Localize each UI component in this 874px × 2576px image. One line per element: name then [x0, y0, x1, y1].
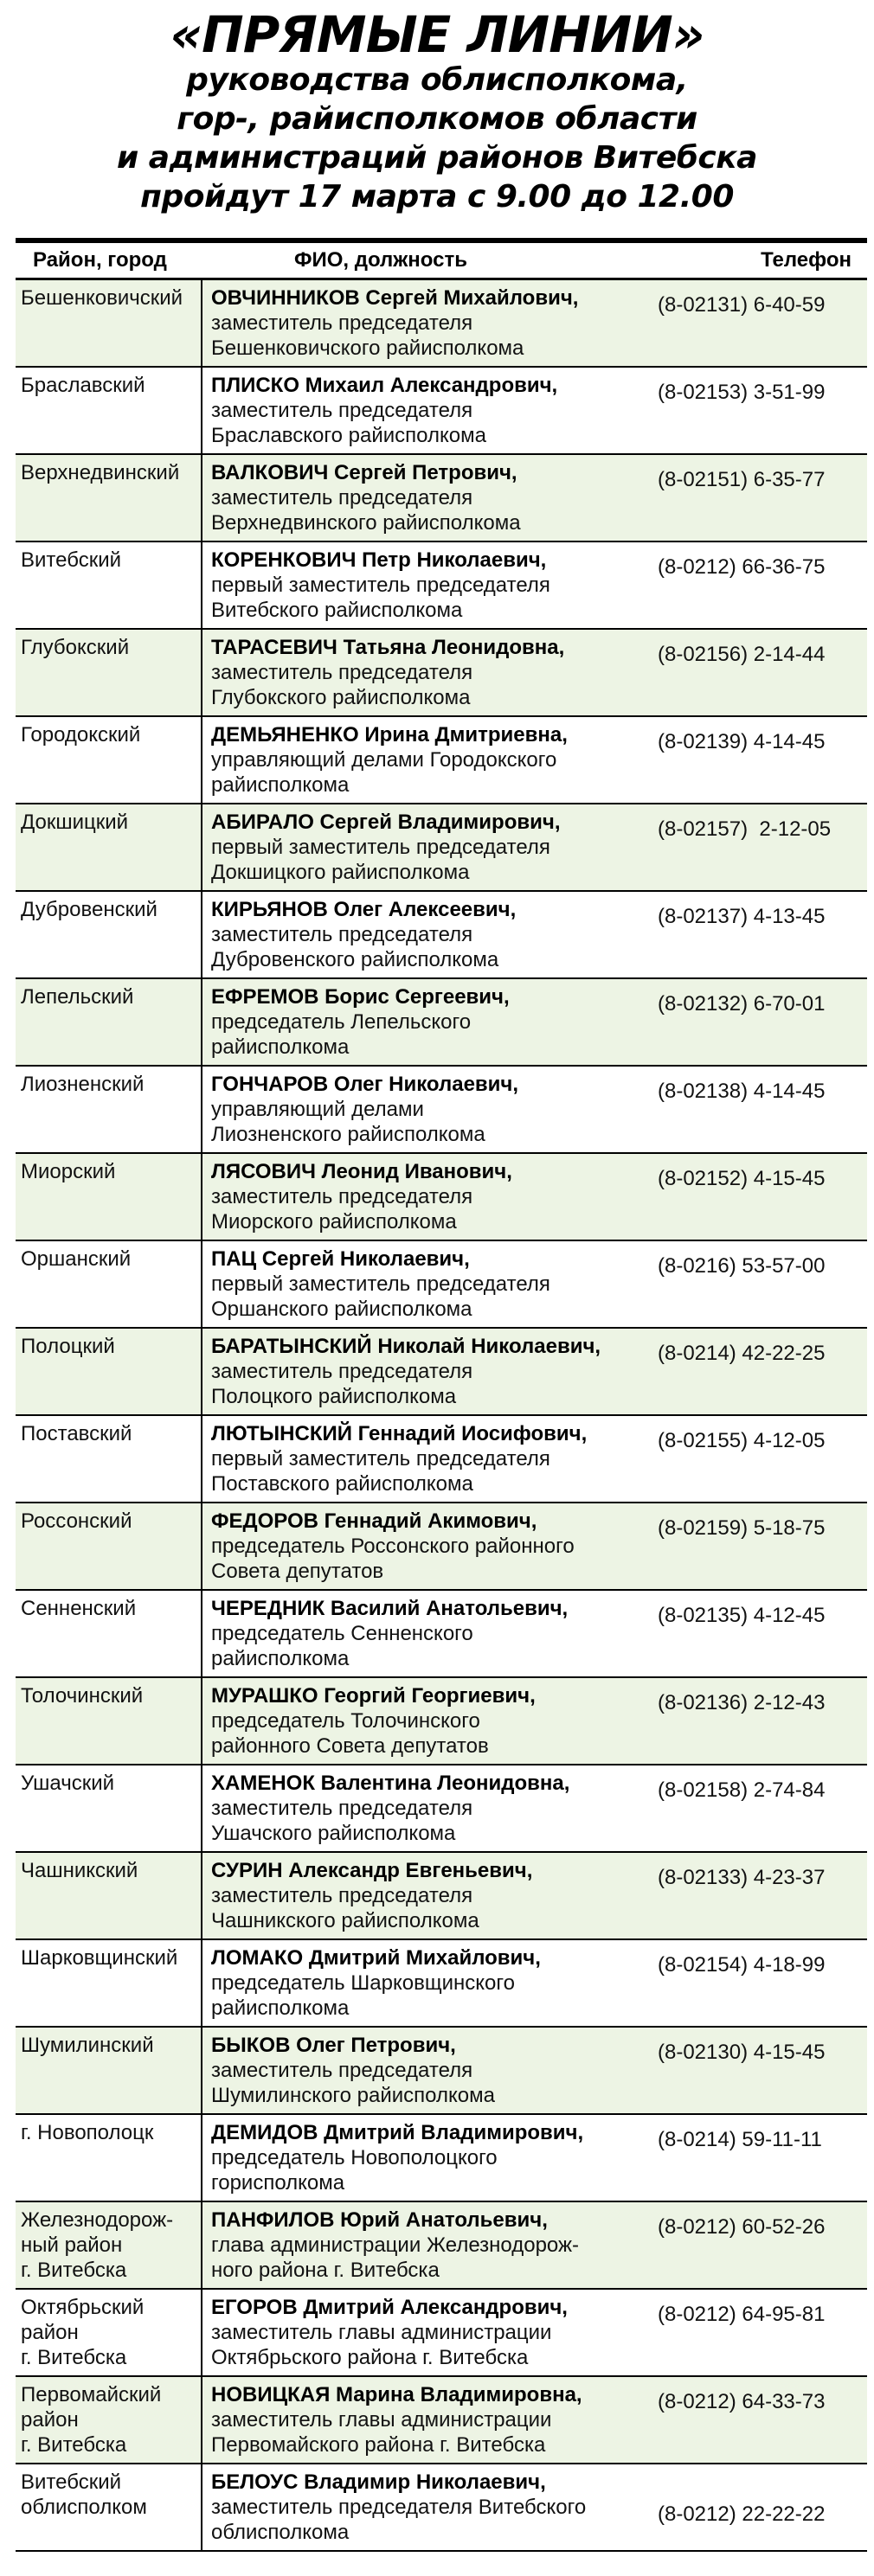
phone-cell: (8-02152) 4-15-45 [658, 1167, 826, 1190]
name-cell [202, 717, 654, 803]
person-position: заместитель председателя Глубокского райисполкома [211, 661, 473, 709]
subtitle-line-2: гор-, райисполкомов области [177, 101, 697, 137]
district-cell: Полоцкий [16, 1329, 202, 1414]
phone-cell: (8-0214) 59-11-11 [658, 2128, 822, 2151]
district-cell: Бешенковичский [16, 280, 202, 366]
person-name: АБИРАЛО Сергей Владимирович, [211, 811, 561, 834]
name-cell [202, 1503, 654, 1589]
person-name: КОРЕНКОВИЧ Петр Николаевич, [211, 548, 547, 572]
table-row [16, 1940, 867, 2028]
phone-cell: (8-02132) 6-70-01 [658, 992, 826, 1016]
district-cell: Витебский [16, 542, 202, 628]
phone-cell: (8-0216) 53-57-00 [658, 1254, 826, 1278]
name-cell [202, 280, 654, 366]
person-name: ПАНФИЛОВ Юрий Анатольевич, [211, 2208, 548, 2232]
person-name: ЕФРЕМОВ Борис Сергеевич, [211, 985, 510, 1009]
district-cell: Россонский [16, 1503, 202, 1589]
person-position: первый заместитель председателя Витебского райисполкома [211, 574, 550, 622]
phone-cell: (8-02137) 4-13-45 [658, 905, 826, 928]
district-cell: Чашникский [16, 1853, 202, 1938]
person-position: заместитель главы администрации Первомайского района г. Витебска [211, 2408, 552, 2457]
name-cell [202, 1154, 654, 1240]
district-cell: Глубокский [16, 630, 202, 715]
phone-cell: (8-0214) 42-22-25 [658, 1342, 826, 1365]
table-row [16, 2377, 867, 2464]
person-name: БЫКОВ Олег Петрович, [211, 2034, 456, 2057]
table-row [16, 1416, 867, 1503]
phone-cell: (8-02136) 2-12-43 [658, 1691, 826, 1714]
phone-cell: (8-0212) 64-33-73 [658, 2390, 826, 2413]
person-name: МУРАШКО Георгий Георгиевич, [211, 1684, 536, 1708]
name-cell [202, 542, 654, 628]
name-cell [202, 2290, 654, 2375]
person-position: заместитель председателя Ушачского райисполкома [211, 1797, 473, 1845]
person-position: управляющий делами Городокского райисполкома [211, 748, 557, 797]
district-cell: Витебский облисполком [16, 2464, 202, 2550]
table-row [16, 542, 867, 630]
column-header-district: Район, город [33, 248, 167, 272]
district-cell: Первомайский район г. Витебска [16, 2377, 202, 2463]
district-cell: Верхнедвинский [16, 455, 202, 541]
table-row [16, 804, 867, 892]
phone-cell: (8-02151) 6-35-77 [658, 468, 826, 491]
district-cell: Железнодорож- ный район г. Витебска [16, 2202, 202, 2288]
person-position: глава администрации Железнодорож- ного района г. Витебска [211, 2233, 580, 2282]
phone-cell: (8-02135) 4-12-45 [658, 1604, 826, 1627]
subtitle-line-3: и администраций районов Витебска [117, 140, 757, 176]
person-name: ФЕДОРОВ Геннадий Акимович, [211, 1509, 537, 1533]
phone-cell: (8-02158) 2-74-84 [658, 1778, 826, 1802]
table-row [16, 280, 867, 368]
table-row [16, 368, 867, 455]
table-row [16, 1067, 867, 1154]
district-cell: Миорский [16, 1154, 202, 1240]
person-name: ЛОМАКО Дмитрий Михайлович, [211, 1946, 541, 1970]
district-cell: Ушачский [16, 1765, 202, 1851]
person-position: заместитель председателя Браславского райисполкома [211, 399, 486, 447]
phone-cell: (8-0212) 66-36-75 [658, 555, 826, 579]
person-position: заместитель председателя Витебского облисполкома [211, 2496, 587, 2544]
table-row [16, 455, 867, 542]
district-cell: г. Новополоцк [16, 2115, 202, 2201]
column-header-phone: Телефон [761, 248, 852, 272]
person-position: управляющий делами Лиозненского райисполкома [211, 1098, 485, 1146]
name-cell [202, 1241, 654, 1327]
table-row [16, 1329, 867, 1416]
table-header-row [16, 238, 867, 280]
person-name: СУРИН Александр Евгеньевич, [211, 1859, 533, 1882]
name-cell [202, 804, 654, 890]
name-cell [202, 1765, 654, 1851]
person-position: заместитель председателя Бешенковичского райисполкома [211, 311, 524, 360]
phone-cell: (8-02139) 4-14-45 [658, 730, 826, 753]
person-position: заместитель председателя Дубровенского райисполкома [211, 923, 499, 971]
person-name: ПЛИСКО Михаил Александрович, [211, 374, 558, 397]
name-cell [202, 979, 654, 1065]
name-cell [202, 2377, 654, 2463]
name-cell [202, 1940, 654, 2026]
person-position: председатель Шарковщинского райисполкома [211, 1971, 515, 2020]
district-cell: Браславский [16, 368, 202, 453]
name-cell [202, 1329, 654, 1414]
name-cell [202, 2464, 654, 2550]
district-cell: Толочинский [16, 1678, 202, 1764]
name-cell [202, 1678, 654, 1764]
table-row [16, 2464, 867, 2552]
phone-cell: (8-02131) 6-40-59 [658, 293, 826, 317]
header [0, 5, 874, 216]
subtitle-line-4: пройдут 17 марта с 9.00 до 12.00 [140, 179, 734, 215]
person-position: заместитель председателя Шумилинского райисполкома [211, 2059, 495, 2107]
name-cell [202, 455, 654, 541]
table-row [16, 630, 867, 717]
phone-cell: (8-0212) 22-22-22 [658, 2502, 826, 2526]
table-row [16, 1154, 867, 1241]
person-position: председатель Толочинского районного Совета депутатов [211, 1709, 489, 1758]
person-name: БЕЛОУС Владимир Николаевич, [211, 2470, 546, 2494]
district-cell: Дубровенский [16, 892, 202, 977]
phone-cell: (8-02155) 4-12-05 [658, 1429, 826, 1452]
district-cell: Октябрьский район г. Витебска [16, 2290, 202, 2375]
name-cell [202, 2115, 654, 2201]
person-name: ОВЧИННИКОВ Сергей Михайлович, [211, 286, 579, 310]
district-cell: Лепельский [16, 979, 202, 1065]
name-cell [202, 1591, 654, 1676]
person-position: председатель Россонского районного Совета депутатов [211, 1535, 575, 1583]
district-cell: Докшицкий [16, 804, 202, 890]
person-position: первый заместитель председателя Поставского райисполкома [211, 1447, 550, 1496]
district-cell: Лиозненский [16, 1067, 202, 1152]
person-name: ПАЦ Сергей Николаевич, [211, 1247, 470, 1271]
phone-cell: (8-02156) 2-14-44 [658, 643, 826, 666]
district-cell: Городокский [16, 717, 202, 803]
district-cell: Оршанский [16, 1241, 202, 1327]
person-position: заместитель председателя Чашникского райисполкома [211, 1884, 479, 1932]
person-position: председатель Новополоцкого горисполкома [211, 2146, 498, 2195]
person-name: ЕГОРОВ Дмитрий Александрович, [211, 2296, 568, 2319]
district-cell: Поставский [16, 1416, 202, 1502]
contacts-table [16, 238, 867, 2552]
phone-cell: (8-02159) 5-18-75 [658, 1516, 826, 1540]
phone-cell: (8-0212) 64-95-81 [658, 2303, 826, 2326]
person-name: ВАЛКОВИЧ Сергей Петрович, [211, 461, 517, 484]
table-row [16, 1765, 867, 1853]
name-cell [202, 2028, 654, 2113]
person-position: заместитель председателя Полоцкого райисполкома [211, 1360, 473, 1408]
phone-cell: (8-0212) 60-52-26 [658, 2215, 826, 2239]
district-cell: Шумилинский [16, 2028, 202, 2113]
phone-cell: (8-02133) 4-23-37 [658, 1866, 826, 1889]
phone-cell: (8-02138) 4-14-45 [658, 1080, 826, 1103]
column-header-name: ФИО, должность [294, 248, 467, 272]
subtitle-line-1: руководства облисполкома, [186, 62, 688, 98]
person-name: НОВИЦКАЯ Марина Владимировна, [211, 2383, 582, 2406]
phone-cell: (8-02157) 2-12-05 [658, 817, 832, 841]
table-body [16, 280, 867, 2552]
person-name: ДЕМЬЯНЕНКО Ирина Дмитриевна, [211, 723, 568, 747]
table-row [16, 892, 867, 979]
name-cell [202, 1067, 654, 1152]
person-position: первый заместитель председателя Докшицкого райисполкома [211, 836, 550, 884]
table-row [16, 2028, 867, 2115]
person-name: ДЕМИДОВ Дмитрий Владимирович, [211, 2121, 584, 2144]
person-position: заместитель председателя Миорского райисполкома [211, 1185, 473, 1234]
person-position: первый заместитель председателя Оршанского райисполкома [211, 1272, 550, 1321]
person-name: ГОНЧАРОВ Олег Николаевич, [211, 1073, 519, 1096]
name-cell [202, 630, 654, 715]
page [0, 5, 874, 2576]
table-row [16, 717, 867, 804]
table-row [16, 2202, 867, 2290]
person-name: КИРЬЯНОВ Олег Алексеевич, [211, 898, 517, 921]
table-row [16, 1678, 867, 1765]
person-position: заместитель председателя Верхнедвинского райисполкома [211, 486, 521, 535]
name-cell [202, 1853, 654, 1938]
table-row [16, 1591, 867, 1678]
page-title: «ПРЯМЫЕ ЛИНИИ» [170, 5, 704, 64]
person-name: ЛЯСОВИЧ Леонид Иванович, [211, 1160, 512, 1183]
phone-cell: (8-02153) 3-51-99 [658, 381, 826, 404]
name-cell [202, 892, 654, 977]
person-name: БАРАТЫНСКИЙ Николай Николаевич, [211, 1335, 601, 1358]
name-cell [202, 1416, 654, 1502]
person-name: ХАМЕНОК Валентина Леонидовна, [211, 1772, 570, 1795]
table-row [16, 1241, 867, 1329]
person-position: председатель Лепельского райисполкома [211, 1010, 472, 1059]
district-cell: Шарковщинский [16, 1940, 202, 2026]
table-row [16, 1503, 867, 1591]
table-row [16, 1853, 867, 1940]
district-cell: Сенненский [16, 1591, 202, 1676]
person-name: ЛЮТЫНСКИЙ Геннадий Иосифович, [211, 1422, 588, 1445]
person-name: ТАРАСЕВИЧ Татьяна Леонидовна, [211, 636, 565, 659]
table-row [16, 2115, 867, 2202]
phone-cell: (8-02154) 4-18-99 [658, 1953, 826, 1977]
table-row [16, 2290, 867, 2377]
phone-cell: (8-02130) 4-15-45 [658, 2041, 826, 2064]
table-row [16, 979, 867, 1067]
name-cell [202, 2202, 654, 2288]
name-cell [202, 368, 654, 453]
person-position: заместитель главы администрации Октябрьского района г. Витебска [211, 2321, 552, 2369]
person-position: председатель Сенненского райисполкома [211, 1622, 473, 1670]
person-name: ЧЕРЕДНИК Василий Анатольевич, [211, 1597, 569, 1620]
